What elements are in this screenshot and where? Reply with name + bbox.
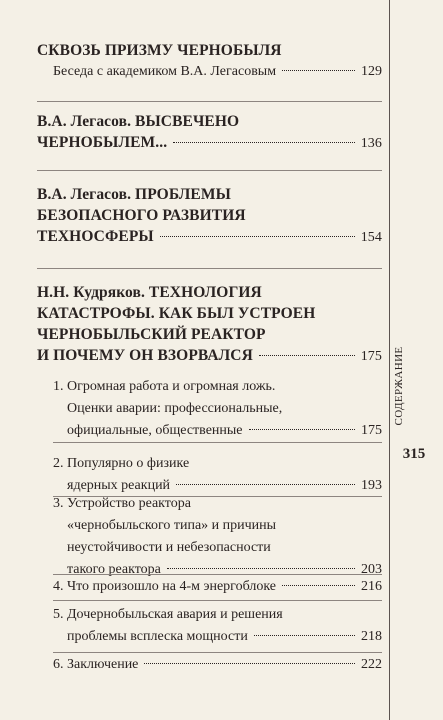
subsection-line: проблемы всплеска мощности — [67, 629, 248, 644]
section-title: В.А. Легасов. ПРОБЛЕМЫ — [37, 186, 231, 203]
page-ref: 175 — [361, 423, 382, 438]
subsection-last-line — [53, 576, 382, 598]
subsection-line: неустойчивости и небезопасности — [67, 540, 271, 555]
subsection-line: ядерных реакций — [67, 478, 171, 493]
section-title: СКВОЗЬ ПРИЗМУ ЧЕРНОБЫЛЯ — [37, 42, 282, 59]
running-head: СОДЕРЖАНИЕ — [393, 346, 405, 426]
section-title-line: И ПОЧЕМУ ОН ВЗОРВАЛСЯ — [37, 347, 253, 364]
toc-subsection-3 — [37, 493, 382, 581]
margin-rule — [389, 0, 390, 720]
toc-entry-technosphere — [37, 184, 382, 248]
toc-subentry — [37, 61, 382, 82]
section-title-line: ЧЕРНОБЫЛЕМ... — [37, 134, 168, 151]
section-divider — [37, 170, 382, 171]
section-title: В.А. Легасов. ВЫСВЕЧЕНО — [37, 113, 240, 130]
page-ref: 129 — [361, 64, 382, 79]
page-ref: 216 — [361, 579, 382, 594]
page-ref: 193 — [361, 478, 382, 493]
toc-subsection-6 — [37, 654, 382, 676]
dot-leader — [282, 585, 355, 586]
section-divider — [37, 101, 382, 102]
subsection-line: «чернобыльского типа» и причины — [67, 518, 277, 533]
section-title-last-line — [37, 226, 382, 248]
page-ref: 203 — [361, 562, 382, 577]
dot-leader — [173, 142, 354, 143]
toc-entry-catastrophe — [37, 282, 382, 367]
dot-leader — [167, 568, 355, 569]
subsection-divider — [53, 600, 382, 601]
subsection-divider — [53, 652, 382, 653]
page-ref: 154 — [360, 230, 382, 245]
toc-entry-prism — [37, 40, 382, 82]
subsection-line: 3. Устройство реактора — [53, 496, 191, 511]
section-title-line: ЧЕРНОБЫЛЬСКИЙ РЕАКТОР — [37, 326, 266, 343]
section-title-last-line — [37, 345, 382, 367]
dot-leader — [259, 355, 355, 356]
dot-leader — [254, 635, 355, 636]
toc-entry-highlighted — [37, 111, 382, 154]
subsection-line: такого реактора — [67, 562, 161, 577]
toc-subsection-5 — [37, 604, 382, 648]
dot-leader — [282, 70, 355, 71]
toc-subsection-4 — [37, 576, 382, 598]
subsection-divider — [53, 442, 382, 443]
subentry-text: Беседа с академиком В.А. Легасовым — [53, 64, 277, 79]
section-divider — [37, 268, 382, 269]
subsection-line: 5. Дочернобыльская авария и решения — [53, 607, 283, 622]
section-title-line: БЕЗОПАСНОГО РАЗВИТИЯ — [37, 207, 246, 224]
subsection-last-line — [53, 420, 382, 442]
subsection-line: 2. Популярно о физике — [53, 456, 190, 471]
subsection-line: 1. Огромная работа и огромная ложь. — [53, 379, 276, 394]
page-ref: 175 — [360, 349, 382, 364]
section-title-line: КАТАСТРОФЫ. КАК БЫЛ УСТРОЕН — [37, 305, 316, 322]
dot-leader — [176, 484, 355, 485]
subsection-line: официальные, общественные — [67, 423, 243, 438]
subsection-last-line — [53, 626, 382, 648]
section-title: Н.Н. Кудряков. ТЕХНОЛОГИЯ — [37, 284, 262, 301]
page-number: 315 — [402, 446, 426, 462]
page-ref: 136 — [360, 136, 382, 151]
dot-leader — [144, 663, 355, 664]
page-ref: 218 — [361, 629, 382, 644]
section-title-line: ТЕХНОСФЕРЫ — [37, 228, 154, 245]
subsection-line: 4. Что произошло на 4-м энергоблоке — [53, 579, 276, 594]
toc-subsection-2 — [37, 453, 382, 497]
dot-leader — [160, 236, 355, 237]
subsection-divider — [53, 574, 382, 575]
page-ref: 222 — [361, 657, 382, 672]
toc-subsection-1 — [37, 376, 382, 442]
dot-leader — [249, 429, 355, 430]
subsection-last-line — [53, 654, 382, 676]
section-title-last-line — [37, 132, 382, 154]
subsection-line: 6. Заключение — [53, 657, 139, 672]
subsection-line: Оценки аварии: профессиональные, — [67, 401, 283, 416]
